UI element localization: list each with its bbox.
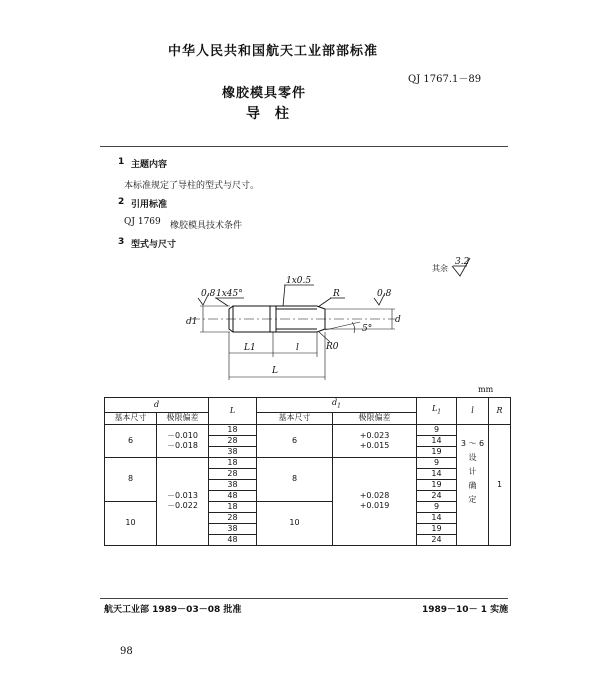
L-cell: 48 [209,534,257,545]
chamfer-left-leader [216,298,228,306]
section-2-code: QJ 1769 [124,217,161,227]
table-unit: mm [478,385,494,394]
L-cell: 38 [209,523,257,534]
L-cell: 38 [209,446,257,457]
radius-label: R [333,289,340,299]
L1-cell: 19 [417,523,457,534]
L-cell: 48 [209,490,257,501]
L1-cell: 24 [417,490,457,501]
header-R: R [489,398,511,425]
header-d1-deviation: 极限偏差 [333,412,417,424]
fillet-leader [319,332,330,342]
L-cell: 18 [209,457,257,468]
L1-cell: 24 [417,534,457,545]
d1-deviation-cell [333,424,417,457]
dim-L-label: L [272,366,278,376]
L1-cell: 19 [417,479,457,490]
header-d1-sub: 1 [337,402,341,410]
L-cell: 28 [209,435,257,446]
L1-cell: 9 [417,424,457,435]
dim-l-label: l [296,343,299,353]
l-note-2: 计 [468,466,477,476]
d1-dev-lower: +0.019 [359,501,390,511]
section-1-number: 1 [118,157,125,167]
table-header-row-1 [105,398,511,413]
section-1-text: 本标准规定了导柱的型式与尺寸。 [124,181,260,191]
l-range: 3 ～ 6 [460,438,485,448]
radius-leader [318,298,331,307]
d1-basic-cell: 6 [257,424,333,457]
d1-basic-cell: 8 [257,457,333,501]
dim-d-label: d [395,315,401,325]
section-2-number: 2 [118,197,125,207]
header-d: d [105,398,209,413]
header-d1-basic: 基本尺寸 [257,412,333,424]
L-cell: 28 [209,468,257,479]
table-row [105,457,511,468]
footer-rule [100,598,508,599]
L-cell: 38 [209,479,257,490]
L1-cell: 19 [417,446,457,457]
d-deviation-shared-cell [157,457,209,545]
d-deviation-cell [157,424,209,457]
header-L1 [417,398,457,425]
section-1-heading: 主题内容 [131,160,168,170]
roughness-left-value: 0.8 [201,289,216,299]
d-dev-upper: －0.010 [167,430,198,440]
L1-cell: 14 [417,468,457,479]
section-3-number: 3 [118,237,125,247]
d1-basic-cell: 10 [257,501,333,545]
header-L1-sub: 1 [437,408,442,416]
taper-angle-label: 5° [362,324,373,334]
page-number: 98 [120,646,133,657]
roughness-note-prefix: 其余 [432,264,448,273]
d-basic-cell: 10 [105,501,157,545]
section-3-heading: 型式与尺寸 [131,240,177,250]
l-note-1: 设 [468,452,477,462]
l-cell [457,424,489,545]
L1-cell: 9 [417,501,457,512]
section-2-heading: 引用标准 [131,200,168,210]
standard-code: QJ 1767.1－89 [408,74,482,85]
fillet-label: R0 [326,342,339,352]
chamfer-top-label: 1x0.5 [286,276,312,286]
d1-dev-upper: +0.028 [359,491,390,501]
document-subtitle: 导 柱 [246,106,289,122]
d1-dev-lower: +0.015 [359,440,390,450]
dimension-table [104,397,511,546]
L-cell: 18 [209,424,257,435]
d-basic-cell: 8 [105,457,157,501]
implementation-date: 1989－10－ 1 实施 [422,605,509,615]
dim-L1-label: L1 [244,343,256,353]
header-d1 [257,398,417,413]
R-cell: 1 [489,424,511,545]
chamfer-top-leader [283,285,285,306]
d1-deviation-shared-cell [333,457,417,545]
L1-cell: 9 [417,457,457,468]
d-basic-cell: 6 [105,424,157,457]
roughness-right-value: 0.8 [377,289,392,299]
l-note-4: 定 [468,494,477,504]
header-L: L [209,398,257,425]
d-dev-lower: －0.018 [167,440,198,450]
chamfer-left-label: 1x45° [216,289,243,299]
approval-date: 航天工业部 1989－03－08 批准 [104,605,242,615]
L-cell: 28 [209,512,257,523]
document-title: 橡胶模具零件 [222,86,307,101]
header-l: l [457,398,489,425]
roughness-main-value: 3.2 [455,257,470,267]
standard-org-title: 中华人民共和国航天工业部部标准 [168,44,379,59]
header-d1-symbol: d [332,398,338,407]
d1-dev-upper: +0.023 [359,430,390,440]
header-d-deviation: 极限偏差 [157,412,209,424]
table-row [105,424,511,435]
L1-cell: 14 [417,435,457,446]
section-2-text: 橡胶模具技术条件 [170,221,243,231]
header-d-basic: 基本尺寸 [105,412,157,424]
L1-cell: 14 [417,512,457,523]
header-L1-symbol: L [431,404,438,413]
d-dev-upper: －0.013 [167,491,198,501]
l-note-3: 确 [468,480,477,490]
dim-d1-label: d1 [186,317,198,327]
d-dev-lower: －0.022 [167,501,198,511]
L-cell: 18 [209,501,257,512]
